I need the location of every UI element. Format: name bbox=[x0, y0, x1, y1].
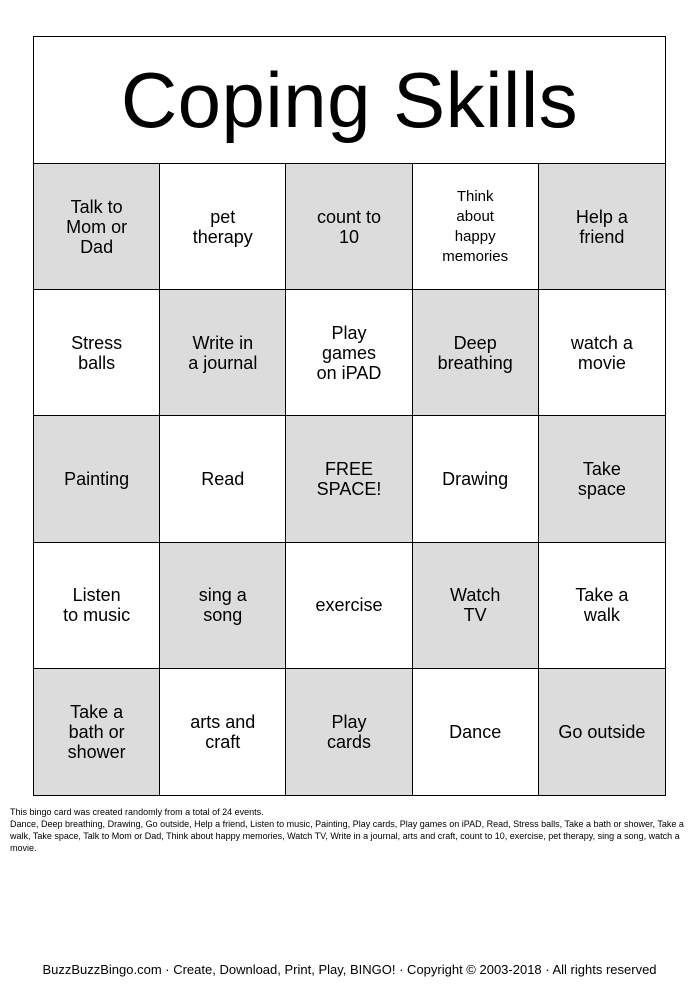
bingo-cell: arts and craft bbox=[160, 669, 286, 795]
info-summary: This bingo card was created randomly from a total of 24 events. bbox=[10, 807, 264, 817]
bingo-cell: Play cards bbox=[286, 669, 412, 795]
bingo-cell: pet therapy bbox=[160, 164, 286, 290]
bingo-cell: Read bbox=[160, 416, 286, 542]
bingo-card bbox=[33, 36, 666, 796]
bingo-cell: Play games on iPAD bbox=[286, 290, 412, 416]
bingo-grid bbox=[34, 164, 665, 795]
card-info bbox=[10, 806, 690, 854]
bingo-cell: Painting bbox=[34, 416, 160, 542]
bingo-cell: exercise bbox=[286, 543, 412, 669]
bingo-cell: Deep breathing bbox=[413, 290, 539, 416]
bingo-cell: Dance bbox=[413, 669, 539, 795]
bingo-cell: Watch TV bbox=[413, 543, 539, 669]
bingo-cell: Write in a journal bbox=[160, 290, 286, 416]
bingo-cell: Take a bath or shower bbox=[34, 669, 160, 795]
bingo-cell: Take space bbox=[539, 416, 665, 542]
bingo-cell: Stress balls bbox=[34, 290, 160, 416]
bingo-cell: watch a movie bbox=[539, 290, 665, 416]
bingo-cell: Take a walk bbox=[539, 543, 665, 669]
footer-copyright: BuzzBuzzBingo.com · Create, Download, Print, Play, BINGO! · Copyright © 2003-2018 · All rights reserved bbox=[42, 962, 657, 977]
bingo-cell: Talk to Mom or Dad bbox=[34, 164, 160, 290]
info-event-list: Dance, Deep breathing, Drawing, Go outside, Help a friend, Listen to music, Painting, Play cards, Play games on iPAD, Read, Stress balls, Take a bath or shower, Take a walk, Take space, Talk to Mom or Dad, Think about happy memories, Watch TV, Write in a journal, arts and craft, count to 10, exercise, pet therapy, sing a song, watch a movie. bbox=[10, 819, 684, 853]
card-title: Coping Skills bbox=[34, 37, 665, 164]
bingo-cell: count to 10 bbox=[286, 164, 412, 290]
bingo-cell: FREE SPACE! bbox=[286, 416, 412, 542]
bingo-cell: Drawing bbox=[413, 416, 539, 542]
bingo-cell: Listen to music bbox=[34, 543, 160, 669]
bingo-cell: Think about happy memories bbox=[413, 164, 539, 290]
bingo-cell: Go outside bbox=[539, 669, 665, 795]
bingo-cell: sing a song bbox=[160, 543, 286, 669]
bingo-cell: Help a friend bbox=[539, 164, 665, 290]
